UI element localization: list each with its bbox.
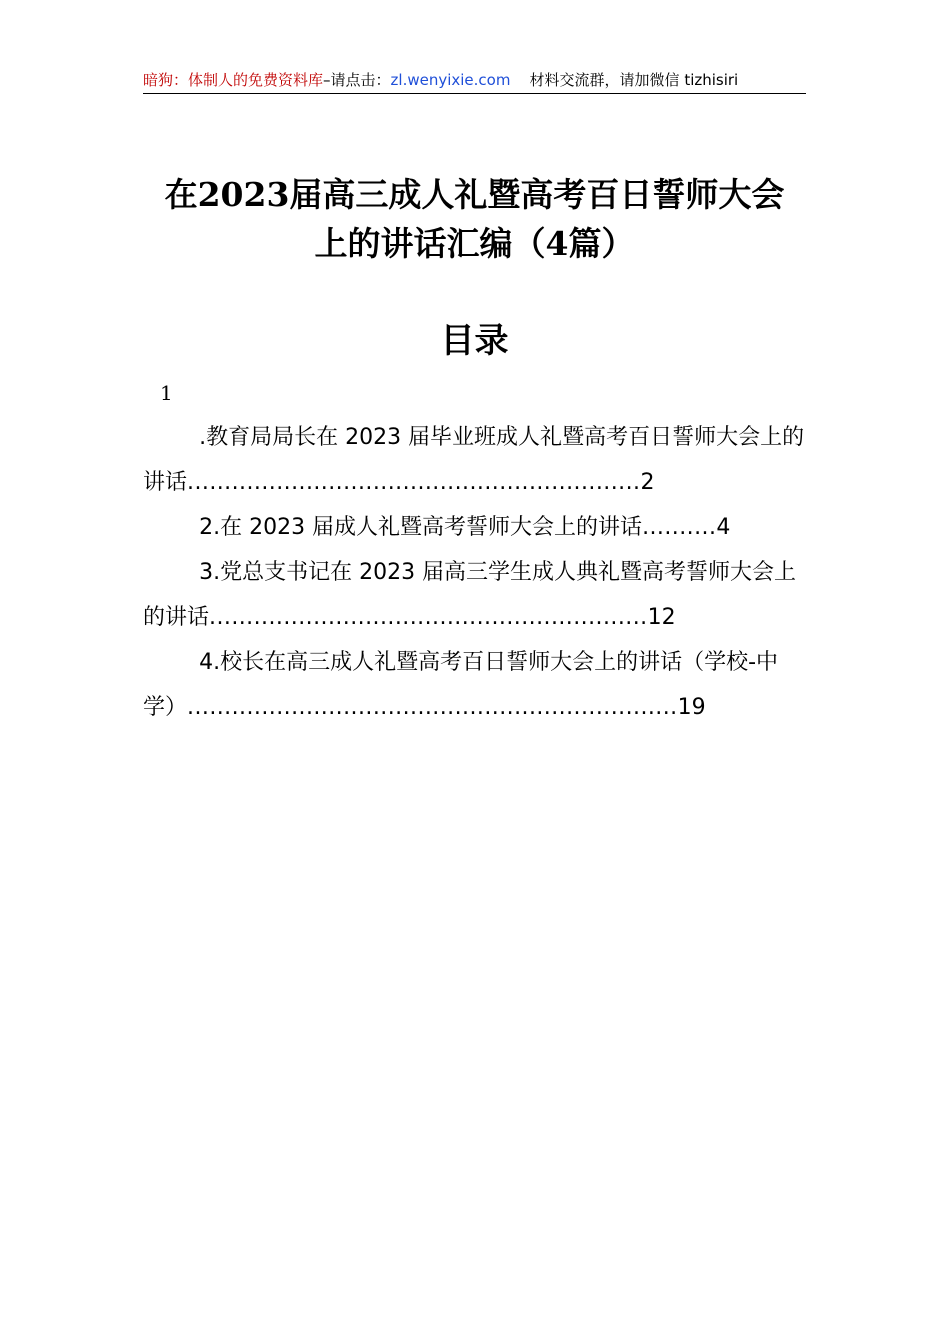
toc-entry-title: 4.校长在高三成人礼暨高考百日誓师大会上的讲话（学校-中学） <box>143 650 779 720</box>
toc-stray-number: 1 <box>160 381 173 405</box>
toc-entry-page: 19 <box>677 695 706 720</box>
toc-entry-title: 3.党总支书记在 2023 届高三学生成人典礼暨高考誓师大会上的讲话 <box>143 560 797 630</box>
toc-entry-leader: .................................................................. <box>187 695 678 720</box>
toc-entry-page: 4 <box>716 515 731 540</box>
document-title-line2: 上的讲话汇编（4篇） <box>314 224 635 263</box>
toc-heading: 目录 <box>440 321 509 361</box>
header-site-name: 暗狗：体制人的免费资料库 <box>143 71 324 89</box>
header-wechat-note: 材料交流群，请加微信 tizhisiri <box>529 71 739 89</box>
toc-entry[interactable] <box>143 640 806 730</box>
toc-entry-title: 2.在 2023 届成人礼暨高考誓师大会上的讲话 <box>199 515 643 540</box>
toc-entry-leader: ............................................................. <box>187 470 641 495</box>
toc-entry-title: .教育局局长在 2023 届毕业班成人礼暨高考百日誓师大会上的讲话 <box>143 425 805 495</box>
toc-entry-page: 12 <box>647 605 676 630</box>
toc-entry[interactable] <box>143 550 806 640</box>
toc-entry[interactable] <box>143 505 806 550</box>
page-header <box>143 70 806 94</box>
toc-entry-leader: .......... <box>642 515 717 540</box>
toc-entry-page: 2 <box>640 470 655 495</box>
toc-entry[interactable] <box>143 415 806 505</box>
document-title-line1: 在2023届高三成人礼暨高考百日誓师大会 <box>164 175 785 214</box>
header-click-prompt: –请点击： <box>323 71 391 89</box>
toc-entry-leader: ........................................................... <box>209 605 648 630</box>
table-of-contents <box>143 415 806 730</box>
header-link[interactable]: zl.wenyixie.com <box>390 71 511 89</box>
document-title <box>143 170 806 268</box>
